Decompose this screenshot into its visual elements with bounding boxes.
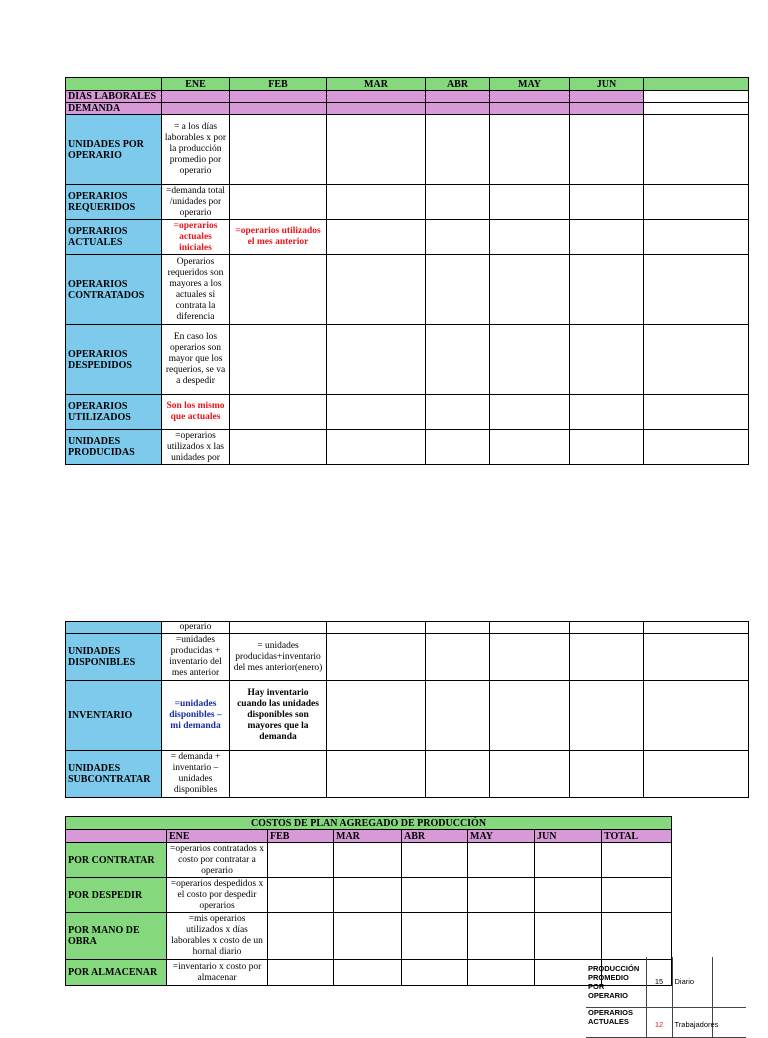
cell-formula-continued: operario [162,622,230,634]
cost-col-header: ENE [167,830,268,843]
row-label-demanda: DEMANDA [66,103,162,115]
cell-formula: =unidades producidas + inventario del mes anterior [162,634,230,681]
row-label-operarios-contratados: OPERARIOS CONTRATADOS [66,255,162,325]
month-header: JUN [570,78,644,91]
parameters-table [586,957,746,1038]
cell-formula: En caso los operarios son mayor que los requerios, se va a despedir [162,325,230,395]
row-label-por-mano-de-obra: POR MANO DE OBRA [66,913,167,960]
cell-formula: Hay inventario cuando las unidades disponibles son mayores que la demanda [230,681,327,751]
cost-col-header: FEB [268,830,334,843]
cost-col-header: MAR [334,830,402,843]
param-label: OPERARIOS ACTUALES [586,1007,646,1037]
param-value: 15 [646,957,672,1007]
month-header: FEB [230,78,327,91]
cell-formula: = a los días laborables x por la producción promedio por operario [162,115,230,185]
month-header: ENE [162,78,230,91]
month-header: MAR [327,78,426,91]
costs-title: COSTOS DE PLAN AGREGADO DE PRODUCCIÓN [66,817,672,830]
cell-formula: = demanda + inventario – unidades disponibles [162,751,230,798]
month-header: MAY [490,78,570,91]
costs-table [65,816,672,986]
row-label-unidades-subcontratar: UNIDADES SUBCONTRATAR [66,751,162,798]
row-label-por-almacenar: POR ALMACENAR [66,960,167,986]
row-label-operarios-actuales: OPERARIOS ACTUALES [66,220,162,255]
cell-formula: =operarios actuales iniciales [162,220,230,255]
row-label-por-contratar: POR CONTRATAR [66,843,167,878]
row-label-unidades-disponibles: UNIDADES DISPONIBLES [66,634,162,681]
cell-formula: =operarios utilizados el mes anterior [230,220,327,255]
cell-formula: =operarios utilizados x las unidades por [162,430,230,465]
row-label-operarios-utilizados: OPERARIOS UTILIZADOS [66,395,162,430]
month-header: ABR [426,78,490,91]
production-plan-table-continued [65,621,749,798]
cell-formula: =operarios despedidos x el costo por despedir operarios [167,878,268,913]
cost-col-header: TOTAL [602,830,672,843]
cost-col-header: JUN [535,830,602,843]
production-plan-table [65,77,749,465]
cell-formula: Son los mismo que actuales [162,395,230,430]
cell-formula: =unidades disponibles – mi demanda [162,681,230,751]
cell-formula: =mis operarios utilizados x días laborables x costo de un hornal diario [167,913,268,960]
header-blank [66,78,162,91]
cell-formula: = unidades producidas+inventario del mes anterior(enero) [230,634,327,681]
cell-formula: =demanda total /unidades por operario [162,185,230,220]
param-unit: Diario [672,957,712,1007]
row-label-por-despedir: POR DESPEDIR [66,878,167,913]
row-label-inventario: INVENTARIO [66,681,162,751]
cell-formula: Operarios requeridos son mayores a los actuales si contrata la diferencia [162,255,230,325]
cost-col-header: MAY [468,830,535,843]
param-value: 12 [646,1007,672,1037]
param-unit: Trabajadores [672,1007,712,1037]
header-blank [644,78,749,91]
row-label-unidades-producidas: UNIDADES PRODUCIDAS [66,430,162,465]
row-label-unidades-por-operario: UNIDADES POR OPERARIO [66,115,162,185]
row-label-operarios-requeridos: OPERARIOS REQUERIDOS [66,185,162,220]
param-label: PRODUCCIÓN PROMEDIO POR OPERARIO [586,957,646,1007]
cell-formula: =operarios contratados x costo por contratar a operario [167,843,268,878]
cost-col-header: ABR [402,830,468,843]
cell-formula: =inventario x costo por almacenar [167,960,268,986]
row-label-operarios-despedidos: OPERARIOS DESPEDIDOS [66,325,162,395]
row-label-dias: DÍAS LABORALES [66,91,162,103]
